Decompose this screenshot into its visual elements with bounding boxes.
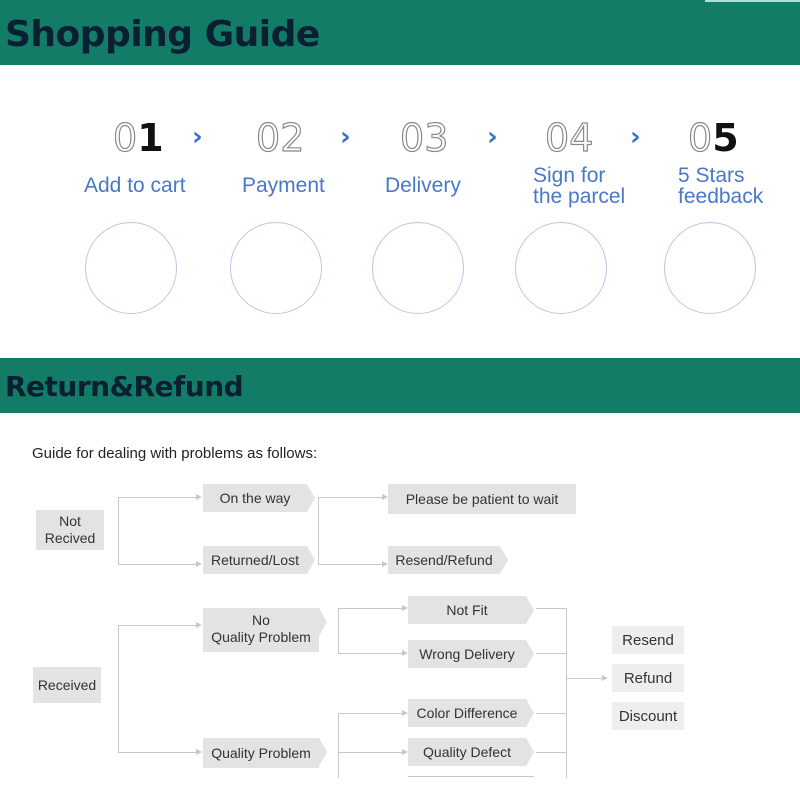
chevron-right-icon: › bbox=[630, 122, 641, 152]
arrow-right-icon bbox=[602, 675, 608, 681]
returned-lost-box: Returned/Lost bbox=[203, 546, 307, 574]
step-4-number: 04 bbox=[545, 116, 594, 160]
connector-line bbox=[338, 713, 404, 714]
color-difference-box: Color Difference bbox=[408, 699, 526, 727]
connector-line bbox=[118, 564, 198, 565]
no-quality-line2: Quality Problem bbox=[211, 629, 311, 645]
no-quality-problem-box bbox=[203, 608, 319, 652]
connector-line bbox=[118, 752, 198, 753]
not-received-line2: Recived bbox=[44, 530, 96, 546]
step-2-label: Payment bbox=[242, 174, 325, 197]
step-2-number: 02 bbox=[256, 116, 305, 160]
not-received-line1: Not bbox=[59, 513, 81, 529]
outcome-discount-box: Discount bbox=[612, 702, 684, 730]
step-5-label-line1: 5 Stars bbox=[678, 164, 745, 187]
arrow-right-icon bbox=[196, 494, 202, 500]
step-3-label: Delivery bbox=[385, 174, 461, 197]
step-5-number: 05 bbox=[688, 116, 739, 160]
please-be-patient-box: Please be patient to wait bbox=[388, 484, 576, 514]
step-3-circle bbox=[372, 222, 464, 314]
connector-line bbox=[118, 625, 198, 626]
connector-line bbox=[566, 608, 567, 778]
step-4-circle bbox=[515, 222, 607, 314]
step-3-number: 03 bbox=[400, 116, 449, 160]
connector-line bbox=[338, 608, 404, 609]
not-received-box bbox=[36, 510, 104, 550]
connector-line bbox=[118, 497, 198, 498]
quality-problem-box: Quality Problem bbox=[203, 738, 319, 768]
on-the-way-box: On the way bbox=[203, 484, 307, 512]
top-edge-line bbox=[705, 0, 800, 2]
connector-line bbox=[318, 497, 384, 498]
shopping-guide-banner bbox=[0, 0, 800, 65]
return-refund-banner bbox=[0, 358, 800, 413]
connector-line bbox=[536, 713, 566, 714]
connector-line bbox=[118, 497, 119, 565]
no-quality-line1: No bbox=[252, 612, 270, 628]
step-1-number: 01 bbox=[113, 116, 164, 160]
step-5-circle bbox=[664, 222, 756, 314]
guide-intro-text: Guide for dealing with problems as follows: bbox=[32, 445, 318, 462]
chevron-right-icon: › bbox=[340, 122, 351, 152]
arrow-right-icon bbox=[196, 561, 202, 567]
outcome-refund-box: Refund bbox=[612, 664, 684, 692]
chevron-right-icon: › bbox=[487, 122, 498, 152]
connector-line bbox=[566, 678, 604, 679]
step-1-circle bbox=[85, 222, 177, 314]
shopping-guide-title: Shopping Guide bbox=[5, 14, 320, 55]
connector-line bbox=[536, 608, 566, 609]
arrow-right-icon bbox=[196, 622, 202, 628]
step-5-label-line2: feedback bbox=[678, 185, 764, 208]
outcome-resend-box: Resend bbox=[612, 626, 684, 654]
connector-line bbox=[118, 625, 119, 753]
step-4-label-line1: Sign for bbox=[533, 164, 606, 187]
connector-line bbox=[338, 713, 339, 778]
received-box: Received bbox=[33, 667, 101, 703]
return-refund-title: Return&Refund bbox=[5, 370, 244, 403]
connector-line bbox=[536, 653, 566, 654]
connector-line bbox=[338, 608, 339, 654]
step-2-circle bbox=[230, 222, 322, 314]
not-fit-box: Not Fit bbox=[408, 596, 526, 624]
connector-line bbox=[318, 564, 384, 565]
connector-line bbox=[318, 497, 319, 565]
step-1-label: Add to cart bbox=[84, 174, 186, 197]
arrow-right-icon bbox=[196, 749, 202, 755]
resend-refund-box: Resend/Refund bbox=[388, 546, 500, 574]
connector-line bbox=[536, 752, 566, 753]
connector-line bbox=[338, 653, 404, 654]
wrong-delivery-box: Wrong Delivery bbox=[408, 640, 526, 668]
quality-defect-box: Quality Defect bbox=[408, 738, 526, 766]
chevron-right-icon: › bbox=[192, 122, 203, 152]
step-4-label-line2: the parcel bbox=[533, 185, 626, 208]
connector-line bbox=[408, 776, 534, 777]
connector-line bbox=[338, 752, 404, 753]
